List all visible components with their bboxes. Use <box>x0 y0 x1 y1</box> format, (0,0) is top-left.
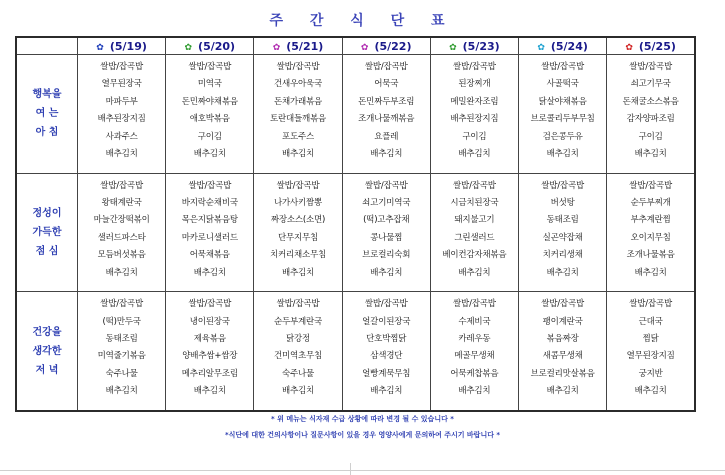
menu-item: 마카로니샐러드 <box>181 232 238 243</box>
menu-cell <box>519 292 607 411</box>
menu-item: 쌀밥/잡곡밥 <box>541 62 584 72</box>
window-divider <box>0 470 725 471</box>
menu-item: 배추된장지짐 <box>97 114 146 125</box>
day-date: (5/23) <box>462 39 500 53</box>
day-header <box>166 37 254 55</box>
menu-cell <box>342 173 430 292</box>
menu-item: 토란대들깨볶음 <box>269 114 327 125</box>
menu-item: 열무된장지짐 <box>626 351 675 362</box>
menu-item: 닭살야채볶음 <box>538 96 587 107</box>
menu-item: 쌀밥/잡곡밥 <box>100 62 143 72</box>
day-header <box>78 37 166 55</box>
menu-item: 짜장소스(소면) <box>270 215 326 226</box>
meal-label <box>16 55 78 174</box>
menu-cell <box>166 292 254 411</box>
menu-cell <box>78 55 166 174</box>
menu-item-list <box>78 55 165 163</box>
menu-item: 시금치된장국 <box>450 198 499 209</box>
menu-item: 브로콜리두부무침 <box>530 114 595 125</box>
menu-item: 메골무생채 <box>454 351 495 362</box>
menu-item: 동태조림 <box>546 215 579 226</box>
menu-item: 배추김치 <box>370 148 403 159</box>
menu-item: 검은콩두유 <box>542 131 583 142</box>
menu-item: 열무된장국 <box>101 79 142 90</box>
meal-row <box>16 173 695 292</box>
flower-icon: ✿ <box>96 42 104 53</box>
menu-item: 쌀밥/잡곡밥 <box>188 180 232 191</box>
menu-item: 돼지불고기 <box>454 215 495 226</box>
menu-item-list <box>78 174 165 282</box>
menu-item: 어묵케찹볶음 <box>450 368 499 379</box>
menu-item: 쌀밥/잡곡밥 <box>453 180 496 191</box>
menu-cell <box>78 173 166 292</box>
menu-item: 쌀밥/잡곡밥 <box>100 299 143 310</box>
menu-item: 배추김치 <box>634 267 667 278</box>
menu-item-list <box>607 55 694 163</box>
menu-item: 배추김치 <box>193 267 226 278</box>
menu-item: 배추김치 <box>546 148 579 159</box>
menu-item: 단무지무침 <box>277 232 319 243</box>
menu-item: 된장찌개 <box>458 79 491 90</box>
menu-item: 쌀밥/잡곡밥 <box>629 180 672 191</box>
menu-item-list <box>166 55 253 163</box>
day-date: (5/25) <box>638 39 676 53</box>
flower-icon: ✿ <box>449 42 457 53</box>
menu-item: 오이지무침 <box>630 232 671 243</box>
menu-item: 냉이된장국 <box>189 316 230 327</box>
menu-cell <box>78 292 166 411</box>
corner-cell <box>16 37 78 55</box>
menu-cell <box>519 173 607 292</box>
menu-item: 배추김치 <box>193 386 226 397</box>
menu-cell <box>254 55 342 174</box>
menu-item: 배추김치 <box>458 267 491 278</box>
menu-item: 단호박찜닭 <box>366 334 407 345</box>
menu-item: 얼갈이된장국 <box>362 316 411 327</box>
menu-item: 삼색경단 <box>370 351 403 362</box>
meal-row <box>16 292 695 411</box>
menu-item: 돈채가래볶음 <box>273 96 323 107</box>
menu-item-list <box>343 174 430 282</box>
menu-item: 샐러드파스타 <box>97 232 146 243</box>
menu-item: 닭강정 <box>285 334 311 345</box>
menu-item: 배추김치 <box>458 386 491 397</box>
meal-label-line: 아 침 <box>35 127 59 139</box>
menu-item-list <box>607 174 694 282</box>
menu-item: 콩나물찜 <box>370 232 403 243</box>
menu-item: 모듬버섯볶음 <box>97 250 146 261</box>
day-header <box>342 37 430 55</box>
page-title: 주 간 식 단 표 <box>269 13 456 29</box>
menu-item-list <box>254 174 341 282</box>
menu-item: 쌀밥/잡곡밥 <box>276 299 320 310</box>
day-date: (5/24) <box>550 39 588 53</box>
menu-item: 애호박볶음 <box>189 114 230 125</box>
menu-item: 사과주스 <box>105 131 138 142</box>
flower-icon: ✿ <box>360 42 369 53</box>
weekly-menu-table <box>15 36 696 412</box>
menu-item: 쌀밥/잡곡밥 <box>188 299 232 310</box>
menu-item: 배추김치 <box>370 267 403 278</box>
menu-item: 쌀밥/잡곡밥 <box>541 180 584 191</box>
menu-item: 배추김치 <box>105 148 138 159</box>
menu-item: 나가사키짬뽕 <box>273 198 323 209</box>
menu-item: 건미역초무침 <box>273 351 323 362</box>
menu-cell <box>254 173 342 292</box>
menu-item: 배추김치 <box>634 148 667 159</box>
menu-item-list <box>166 174 253 282</box>
day-header <box>607 37 695 55</box>
menu-item: 배추김치 <box>546 386 579 397</box>
meal-label <box>16 173 78 292</box>
menu-item: 건새우아욱국 <box>273 79 323 90</box>
menu-item: 배추김치 <box>634 386 667 397</box>
menu-cell <box>342 55 430 174</box>
menu-item: 돈채굴소스볶음 <box>622 96 679 107</box>
menu-item: 마늘간장떡볶이 <box>93 215 150 226</box>
menu-item: 팽이계란국 <box>542 316 583 327</box>
meal-label-line: 저 녁 <box>35 364 59 376</box>
menu-item: 숙주나물 <box>281 368 315 379</box>
flower-icon: ✿ <box>272 42 281 53</box>
menu-item-list <box>343 292 430 400</box>
menu-item: 메추리알무조림 <box>181 368 238 379</box>
menu-item: 배추김치 <box>546 267 579 278</box>
menu-item: 감자양파조림 <box>626 114 675 125</box>
menu-item: 배추된장지짐 <box>450 114 499 125</box>
meal-label-line: 생각한 <box>32 345 62 357</box>
menu-item-list <box>166 292 253 400</box>
menu-item: 메밀완자조림 <box>450 96 499 107</box>
flower-icon: ✿ <box>537 42 545 53</box>
menu-item-list <box>431 292 518 400</box>
menu-item: 쌀밥/잡곡밥 <box>276 180 320 191</box>
menu-item: 쌀밥/잡곡밥 <box>541 299 584 310</box>
menu-item: 쌀밥/잡곡밥 <box>188 62 232 72</box>
menu-item: 얼빵계묵무침 <box>362 368 411 379</box>
meal-label-line: 정성이 <box>32 207 62 219</box>
menu-item: 구이김 <box>638 131 663 142</box>
window-divider <box>350 463 351 475</box>
menu-cell <box>430 173 518 292</box>
menu-item: 사골떡국 <box>546 79 579 90</box>
menu-cell <box>430 55 518 174</box>
day-date: (5/19) <box>109 39 147 53</box>
menu-item: 제육볶음 <box>193 334 226 345</box>
menu-item: 카레우동 <box>458 334 491 345</box>
change-notice: * 위 메뉴는 식자재 수급 상황에 따라 변경 될 수 있습니다 * <box>271 415 454 423</box>
day-header <box>519 37 607 55</box>
menu-item: 브로컬리맛살볶음 <box>530 368 595 379</box>
meal-label-line: 건강을 <box>32 326 62 338</box>
menu-item: 쌀밥/잡곡밥 <box>629 62 672 72</box>
menu-item: 쌀밥/잡곡밥 <box>629 299 672 310</box>
menu-item: 쌀밥/잡곡밥 <box>276 62 320 72</box>
meal-label-line: 행복을 <box>32 89 62 101</box>
menu-item: 쌀밥/잡곡밥 <box>364 180 408 191</box>
menu-item: 배추김치 <box>281 148 315 159</box>
menu-item: 조개나물볶음 <box>626 250 675 261</box>
menu-item: 바지락순채비국 <box>181 198 238 209</box>
menu-item: 쌀밥/잡곡밥 <box>453 62 496 72</box>
menu-item: 배추김치 <box>281 386 315 397</box>
menu-item: 부추계란찜 <box>630 215 671 226</box>
menu-item: 구이김 <box>462 131 487 142</box>
menu-item: 요플레 <box>374 131 399 142</box>
day-header <box>254 37 342 55</box>
menu-item: 포도주스 <box>281 131 315 142</box>
menu-item-list <box>431 55 518 163</box>
menu-item: 순두부찌개 <box>630 198 671 209</box>
menu-item: 배추김치 <box>370 386 403 397</box>
meal-row <box>16 55 695 174</box>
menu-item: 볶음짜장 <box>546 334 579 345</box>
menu-item-list <box>519 55 606 163</box>
menu-item: 쇠고기무국 <box>630 79 671 90</box>
menu-item-list <box>343 55 430 163</box>
flower-icon: ✿ <box>625 42 633 53</box>
menu-item: 양배추쌈+쌈장 <box>182 351 238 362</box>
menu-item: 배추김치 <box>281 267 315 278</box>
menu-item-list <box>78 292 165 400</box>
menu-item-list <box>519 174 606 282</box>
menu-cell <box>519 55 607 174</box>
menu-item: (떡)고추잡채 <box>363 215 410 226</box>
menu-item: 마파두부 <box>105 96 138 107</box>
flower-icon: ✿ <box>184 42 193 53</box>
menu-item: 숙주나물 <box>105 368 138 379</box>
menu-item: 수제비국 <box>458 316 491 327</box>
menu-item: 배추김치 <box>458 148 491 159</box>
menu-cell <box>166 55 254 174</box>
day-date: (5/22) <box>374 39 412 53</box>
menu-item: 미역줄기볶음 <box>97 351 146 362</box>
menu-item: 치커리채소무침 <box>269 250 327 261</box>
menu-item: 근대국 <box>638 316 663 327</box>
menu-item: 순두부계란국 <box>273 316 323 327</box>
menu-cell <box>430 292 518 411</box>
day-date: (5/20) <box>198 39 236 53</box>
menu-item: (떡)만두국 <box>102 316 141 327</box>
menu-item: 쇠고기미역국 <box>362 198 411 209</box>
day-date: (5/21) <box>286 39 324 53</box>
menu-item: 목은지닭볶음탕 <box>181 215 238 226</box>
menu-cell <box>342 292 430 411</box>
menu-item: 조개나물깨볶음 <box>358 114 415 125</box>
menu-cell <box>254 292 342 411</box>
inquiry-notice: *식단에 대한 건의사항이나 질문사항이 있을 경우 영양사에게 문의하여 주시기 바랍니다 * <box>224 431 501 439</box>
date-header-row <box>16 37 695 55</box>
menu-item: 실곤약잡채 <box>542 232 583 243</box>
menu-item: 돈민짜야채볶음 <box>181 96 238 107</box>
menu-item: 배추김치 <box>193 148 226 159</box>
menu-cell <box>166 173 254 292</box>
menu-item: 배추김치 <box>105 267 138 278</box>
menu-item-list <box>254 292 341 400</box>
menu-item: 궁지반 <box>638 368 663 379</box>
menu-item-list <box>607 292 694 400</box>
menu-item: 쌀밥/잡곡밥 <box>100 180 143 191</box>
menu-item: 쌀밥/잡곡밥 <box>364 299 408 310</box>
meal-label-line: 점 심 <box>35 245 59 257</box>
menu-item: 브로컬리숙회 <box>362 250 411 261</box>
menu-item: 구이김 <box>197 131 222 142</box>
menu-item: 어묵채볶음 <box>189 250 230 261</box>
menu-item: 어묵국 <box>374 79 399 90</box>
menu-item: 버섯탕 <box>550 198 575 209</box>
meal-label-line: 여 는 <box>35 108 59 120</box>
menu-item: 미역국 <box>197 79 222 90</box>
menu-cell <box>607 292 695 411</box>
menu-item: 왕태계란국 <box>101 198 142 209</box>
meal-label <box>16 292 78 411</box>
menu-item-list <box>431 174 518 282</box>
menu-item: 동태조림 <box>105 334 138 345</box>
menu-item: 쌀밥/잡곡밥 <box>453 299 496 310</box>
menu-item: 배추김치 <box>105 386 138 397</box>
meal-label-line: 가득한 <box>32 226 62 238</box>
menu-item-list <box>519 292 606 400</box>
menu-item: 그린샐러드 <box>454 232 495 243</box>
day-header <box>430 37 518 55</box>
menu-item: 쌀밥/잡곡밥 <box>364 62 408 72</box>
menu-item: 찜닭 <box>642 334 659 345</box>
menu-item: 치커리생채 <box>542 250 583 261</box>
menu-cell <box>607 173 695 292</box>
menu-item: 새콤무생채 <box>542 351 583 362</box>
menu-cell <box>607 55 695 174</box>
menu-item: 돈민짜두부조림 <box>358 96 415 107</box>
menu-item-list <box>254 55 341 163</box>
menu-item: 베이컨감자채볶음 <box>442 250 507 261</box>
